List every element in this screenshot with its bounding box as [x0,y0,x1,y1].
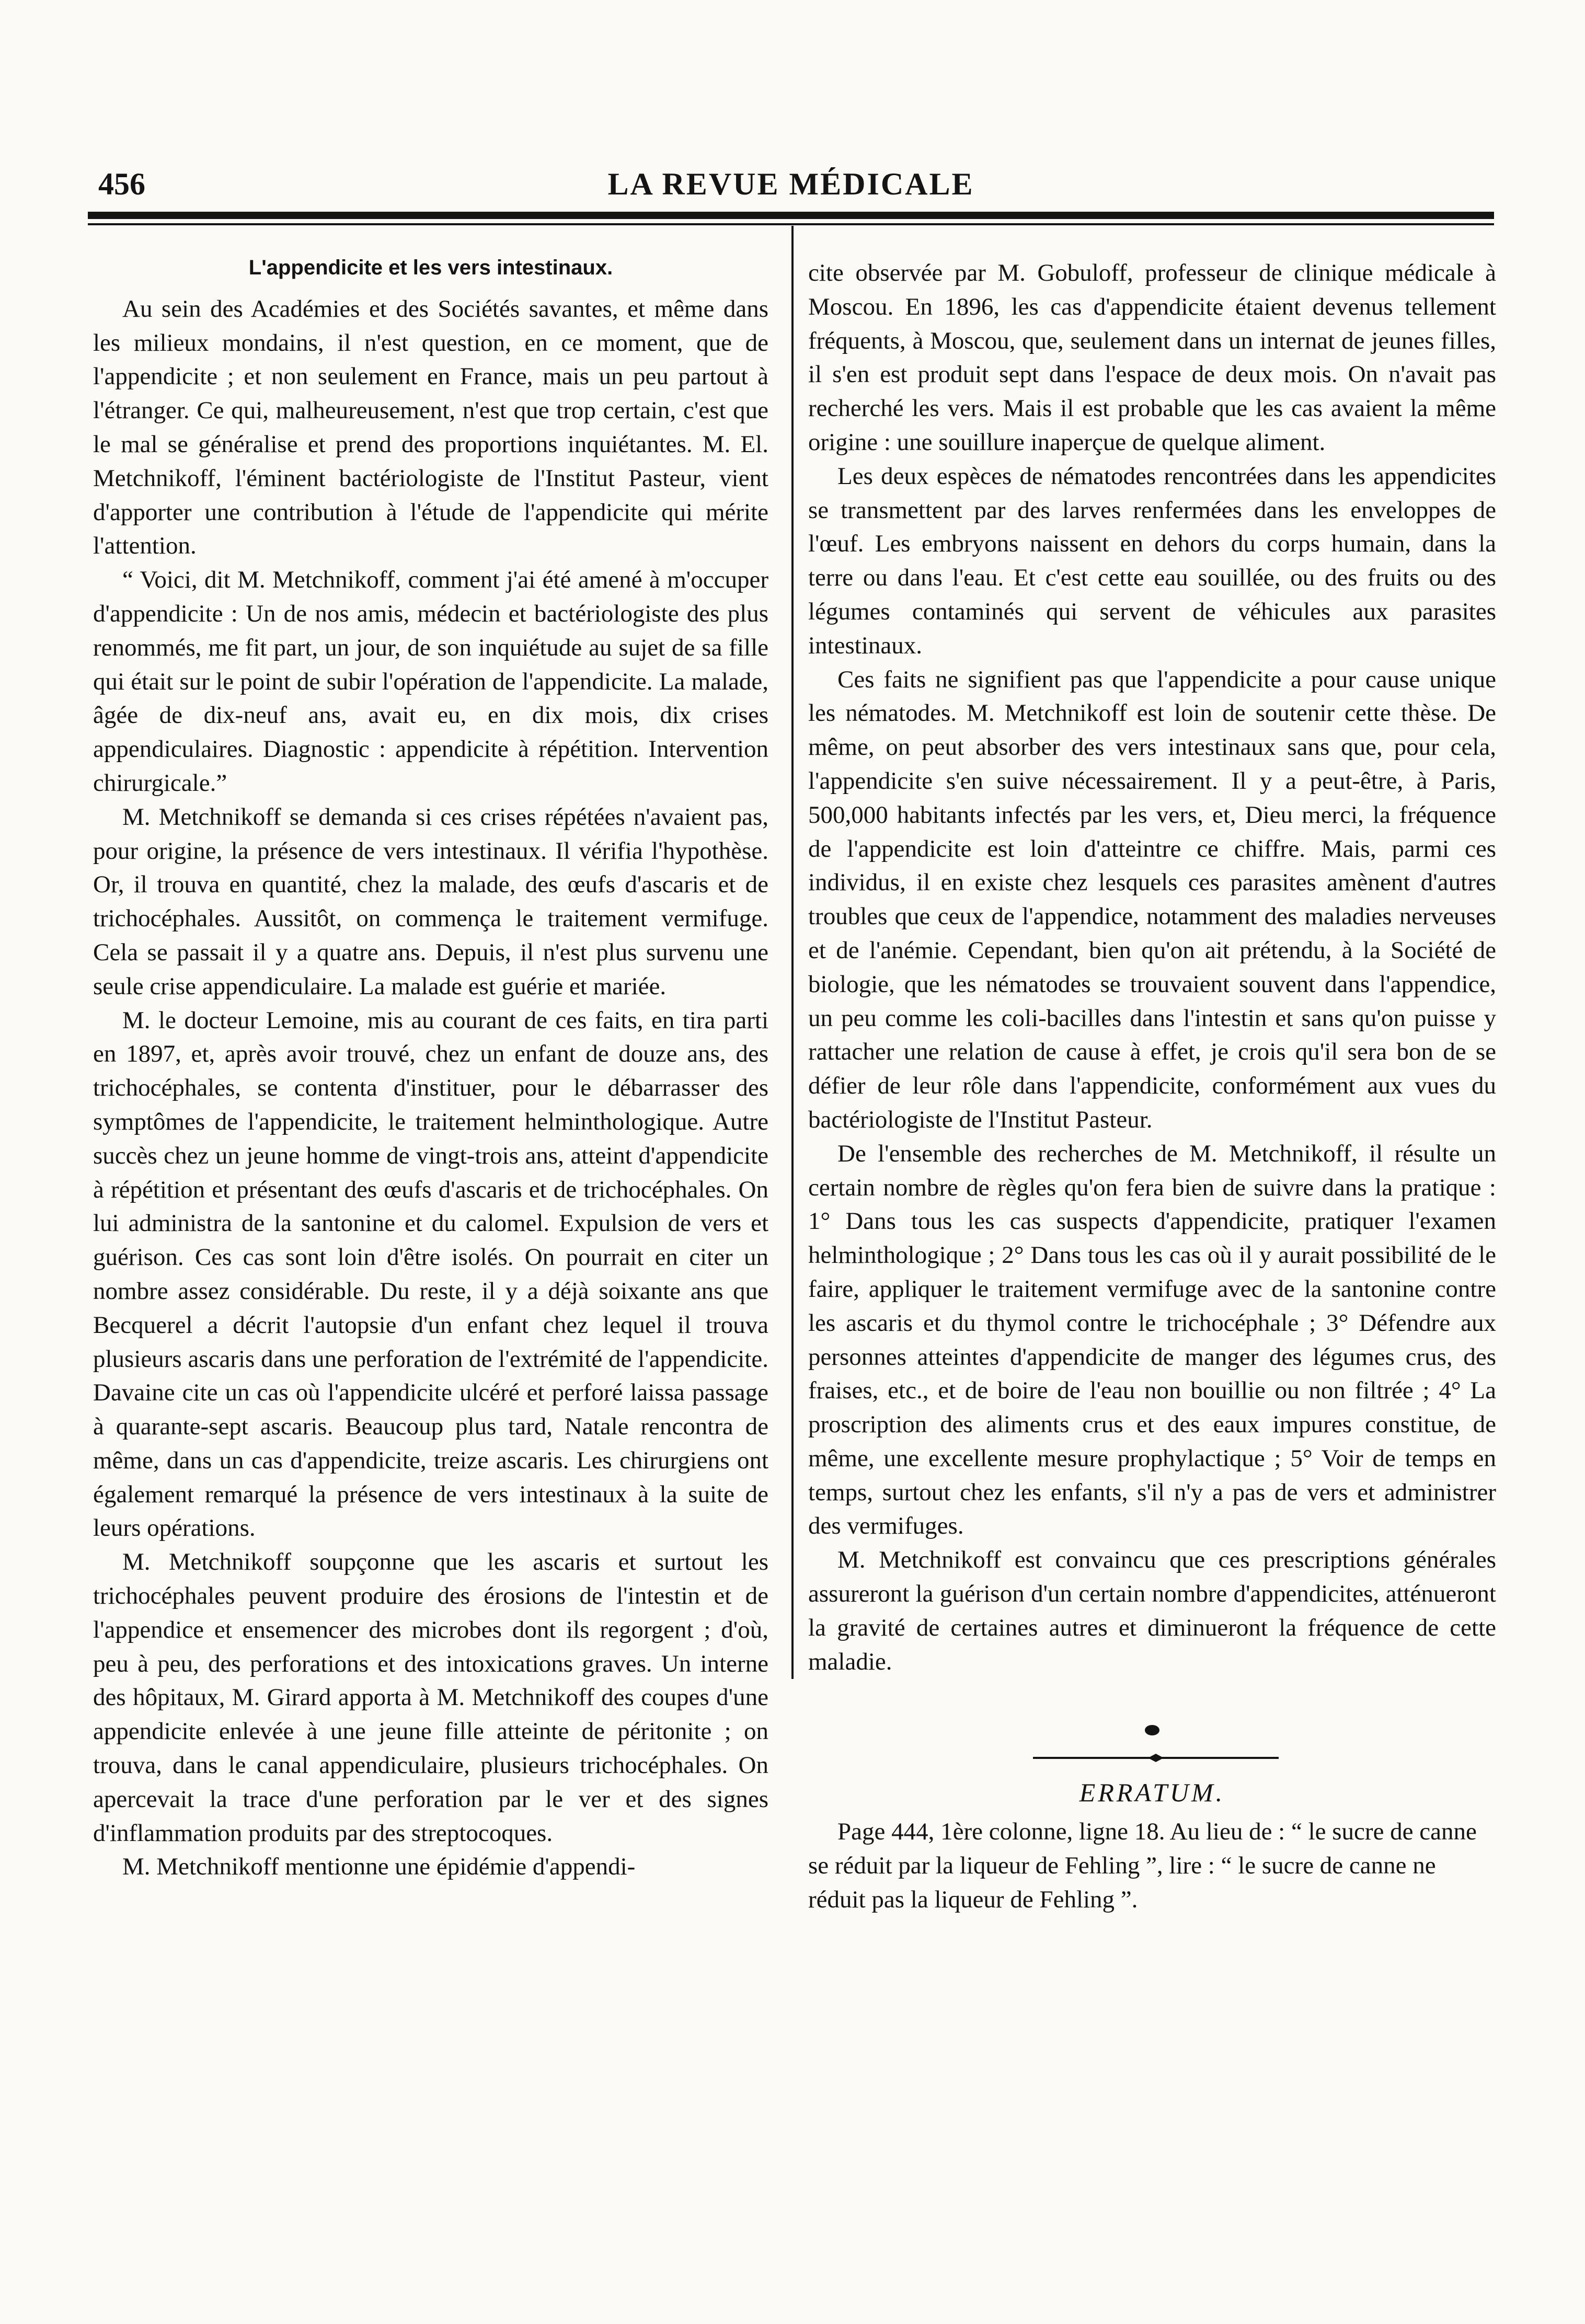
header-rule-thick [88,212,1494,219]
page-number: 456 [98,167,145,201]
separator-rule-icon [1033,1753,1279,1763]
ornament-icon [1136,1722,1168,1738]
header-rule-thin [88,223,1494,225]
paragraph: Au sein des Académies et des Sociétés savantes, et même dans les milieux mondains, il n'est question, en ce moment, que de l'appendicite ; et non seulement en France, mais un peu partout à l'étranger. Ce qui, malheureusement, n'est que trop certain, c'est que le mal se généralise et prend des proportions inquiétantes. M. El. Metchnikoff, l'éminent bactériologiste de l'Institut Pasteur, vient d'apporter une contribution à l'étude de l'appendicite qui mérite l'attention. [93,295,768,560]
paragraph: M. Metchnikoff est convaincu que ces prescriptions générales assureront la guérison d'un certain nombre d'appendicites, atténueront la gravité de certaines autres et diminueront la fréquence de cette maladie. [808,1546,1496,1675]
left-column [93,251,768,1884]
erratum-title: ERRATUM. [1079,1778,1225,1808]
running-header [88,166,1494,203]
paragraph: M. Metchnikoff se demanda si ces crises répétées n'avaient pas, pour origine, la présence de vers intestinaux. Il vérifia l'hypothèse. Or, il trouva en quantité, chez la malade, des œufs d'ascaris et de trichocéphales. Aussitôt, on commença le traitement vermifuge. Cela se passait il y a quatre ans. Depuis, il n'est plus survenu une seule crise appendiculaire. La malade est guérie et mariée. [93,803,768,1000]
paragraph: cite observée par M. Gobuloff, professeur de clinique médicale à Moscou. En 1896, les cas d'appendicite étaient devenus tellement fréquents, à Moscou, que, seulement dans un internat de jeunes filles, il s'en est produit sept dans l'espace de deux mois. On n'avait pas recherché les vers. Mais il est probable que les cas avaient la même origine : une souillure inaperçue de quelque aliment. [808,259,1496,456]
paragraph: “ Voici, dit M. Metchnikoff, comment j'ai été amené à m'occuper d'appendicite : Un de nos amis, médecin et bactériologiste des plus renommés, me fit part, un jour, de son inquiétude au sujet de sa fille qui était sur le point de subir l'opération de l'appendicite. La malade, âgée de dix-neuf ans, avait eu, en dix mois, dix crises appendiculaires. Diagnostic : appendicite à répétition. Intervention chirurgicale.” [93,566,768,797]
journal-title: LA REVUE MÉDICALE [607,167,974,201]
column-divider [791,226,794,1679]
paragraph: De l'ensemble des recherches de M. Metchnikoff, il résulte un certain nombre de règles qu'on fera bien de suivre dans la pratique : 1° Dans tous les cas suspects d'appendicite, pratiquer l'examen helminthologique ; 2° Dans tous les cas où il y aurait possibilité de le faire, appliquer le traitement vermifuge avec de la santonine contre les ascaris et du thymol contre le trichocéphale ; 3° Défendre aux personnes atteintes d'appendicite de manger des légumes crus, des fraises, etc., et de boire de l'eau non bouillie ou non filtrée ; 4° La proscription des aliments crus et des eaux impures constitue, de même, une excellente mesure prophylactique ; 5° Voir de temps en temps, surtout chez les enfants, s'il n'y a pas de vers et administrer des vermifuges. [808,1140,1496,1540]
paragraph: Les deux espèces de nématodes rencontrées dans les appendicites se transmettent par des larves renfermées dans les enveloppes de l'œuf. Les embryons naissent en dehors du corps humain, dans la terre ou dans l'eau. Et c'est cette eau souillée, ou des fruits ou des légumes contaminés qui servent de véhicules aux parasites intestinaux. [808,462,1496,659]
right-column [808,256,1496,1917]
erratum-text: Page 444, 1ère colonne, ligne 18. Au lieu de : “ le sucre de canne se réduit par la liqueur de Fehling ”, lire : “ le sucre de canne ne réduit pas la liqueur de Fehling ”. [808,1818,1477,1913]
paragraph: M. Metchnikoff soupçonne que les ascaris et surtout les trichocéphales peuvent produire des érosions de l'intestin et de l'appendice et ensemencer des microbes dont ils regorgent ; d'où, peu à peu, des perforations et des intoxications graves. Un interne des hôpitaux, M. Girard apporta à M. Metchnikoff des coupes d'une appendicite enlevée à une jeune fille atteinte de péritonite ; on trouva, dans le canal appendiculaire, plusieurs trichocéphales. On apercevait la trace d'une perforation par le ver et des signes d'inflammation produits par des streptocoques. [93,1548,768,1847]
paragraph: Ces faits ne signifient pas que l'appendicite a pour cause unique les nématodes. M. Metchnikoff est loin de soutenir cette thèse. De même, on peut absorber des vers intestinaux sans que, pour cela, l'appendicite s'en suive nécessairement. Il y a peut-être, à Paris, 500,000 habitants infectés par les vers, et, Dieu merci, la fréquence de l'appendicite est loin d'atteintre ce chiffre. Mais, parmi ces individus, il en existe chez lesquels ces parasites amènent d'autres troubles que ceux de l'appendice, notamment des maladies nerveuses et de l'anémie. Cependant, bien qu'on ait prétendu, à la Société de biologie, que les nématodes se trouvaient souvent dans l'appendice, un peu comme les coli-bacilles dans l'intestin et sans qu'on puisse y rattacher une relation de cause à effet, je crois qu'il sera bon de se défier de leur rôle dans l'appendicite, conformément aux vues du bactériologiste de l'Institut Pasteur. [808,665,1496,1133]
article-title: L'appendicite et les vers intestinaux. [248,256,613,279]
paragraph: M. Metchnikoff mentionne une épidémie d'appendi- [122,1853,636,1881]
paragraph: M. le docteur Lemoine, mis au courant de ces faits, en tira parti en 1897, et, après avoir trouvé, chez un enfant de douze ans, des trichocéphales, se contenta d'instituer, pour le débarrasser des symptômes de l'appendicite, le traitement helminthologique. Autre succès chez un jeune homme de vingt-trois ans, atteint d'appendicite à répétition et présentant des œufs d'ascaris et de trichocéphales. On lui administra de la santonine et du calomel. Expulsion de vers et guérison. Ces cas sont loin d'être isolés. On pourrait en citer un nombre assez considérable. Du reste, il y a déjà soixante ans que Becquerel a décrit l'autopsie d'un enfant chez lequel il trouva plusieurs ascaris dans une perforation de l'extrémité de l'appendicite. Davaine cite un cas où l'appendicite ulcéré et perforé laissa passage à quarante-sept ascaris. Beaucoup plus tard, Natale rencontra de même, dans un cas d'appendicite, treize ascaris. Les chirurgiens ont également remarqué la présence de vers intestinaux à la suite de leurs opérations. [93,1006,768,1542]
